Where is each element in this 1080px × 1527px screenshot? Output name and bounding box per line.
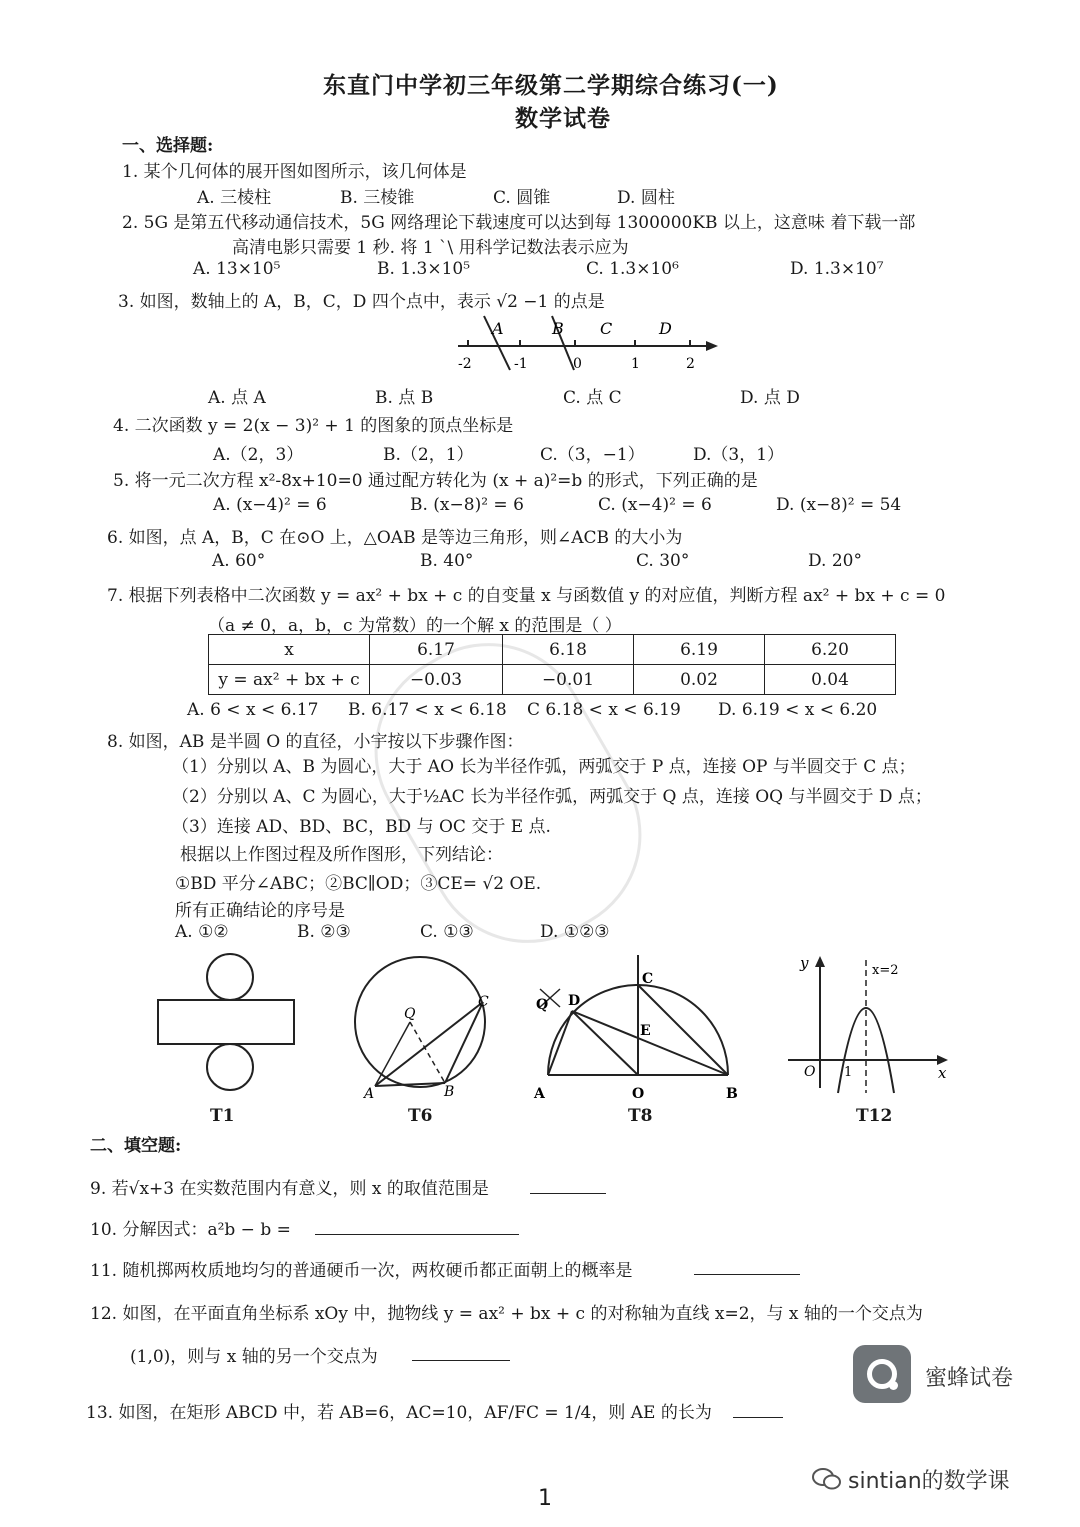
- q3-option-a: A. 点 A: [208, 388, 266, 408]
- t6-label-c: C: [478, 994, 489, 1010]
- page-number: 1: [538, 1486, 552, 1511]
- q7-value-table: [208, 634, 896, 695]
- q11-answer-blank: [694, 1274, 800, 1275]
- table-cell: 6.18: [503, 635, 634, 665]
- table-row: [209, 635, 896, 665]
- t12-label-one: 1: [844, 1065, 853, 1080]
- question-2-line2: 高清电影只需要 1 秒. 将 1 `\ 用科学记数法表示应为: [232, 238, 629, 258]
- table-cell: −0.01: [503, 665, 634, 695]
- axis-point-b: B: [552, 319, 564, 338]
- q7-option-b: B. 6.17 < x < 6.18: [348, 700, 507, 720]
- q8-step-2: （2）分别以 A、C 为圆心，大于½AC 长为半径作弧，两弧交于 Q 点，连接 OQ 与半圆交于 D 点；: [172, 787, 932, 807]
- q8-prompt: 所有正确结论的序号是: [175, 901, 345, 921]
- table-cell: 6.17: [370, 635, 503, 665]
- page-subtitle: 数学试卷: [515, 105, 611, 132]
- axis-tick-1: 1: [631, 356, 640, 372]
- question-8: 8. 如图，AB 是半圆 O 的直径，小宇按以下步骤作图：: [107, 732, 524, 752]
- q8-conclusions: ①BD 平分∠ABC；②BC∥OD；③CE= √2 OE.: [175, 874, 542, 894]
- t12-label-origin: O: [804, 1064, 816, 1080]
- table-cell: 6.20: [765, 635, 896, 665]
- q8-option-c: C. ①③: [420, 922, 474, 942]
- t6-label-a: A: [364, 1086, 375, 1100]
- footer-account-name: sintian的数学课: [848, 1469, 1010, 1494]
- table-cell: 0.04: [765, 665, 896, 695]
- t8-label-e: E: [640, 1023, 651, 1039]
- figure-caption-t12: T12: [856, 1106, 893, 1126]
- question-4: 4. 二次函数 y = 2(x − 3)² + 1 的图象的顶点坐标是: [113, 416, 514, 436]
- figure-t1-net: [150, 950, 300, 1100]
- q12-answer-blank: [412, 1360, 510, 1361]
- q9-answer-blank: [530, 1193, 606, 1194]
- t8-label-a: A: [534, 1086, 545, 1102]
- q5-option-a: A. (x−4)² = 6: [213, 495, 327, 515]
- question-12: 12. 如图，在平面直角坐标系 xOy 中，抛物线 y = ax² + bx + c 的对称轴为直线 x=2，与 x 轴的一个交点为: [90, 1304, 923, 1324]
- t12-label-y: y: [800, 954, 809, 972]
- q8-conclusion-intro: 根据以上作图过程及所作图形，下列结论：: [180, 845, 503, 865]
- q7-option-d: D. 6.19 < x < 6.20: [718, 700, 878, 720]
- q4-option-a: A.（2，3）: [213, 445, 304, 465]
- q7-option-c: C 6.18 < x < 6.19: [527, 700, 681, 720]
- wechat-icon: [812, 1466, 842, 1492]
- q7-option-a: A. 6 < x < 6.17: [187, 700, 319, 720]
- axis-tick-0: 0: [573, 356, 582, 372]
- table-cell: 0.02: [634, 665, 765, 695]
- q2-option-a: A. 13×10⁵: [193, 259, 281, 279]
- question-6: 6. 如图，点 A，B，C 在⊙O 上，△OAB 是等边三角形，则∠ACB 的大小为: [107, 528, 683, 548]
- q3-option-d: D. 点 D: [740, 388, 800, 408]
- figure-caption-t6: T6: [408, 1106, 433, 1126]
- q1-option-a: A. 三棱柱: [197, 188, 272, 208]
- q1-option-d: D. 圆柱: [617, 188, 675, 208]
- q13-answer-blank: [733, 1417, 783, 1418]
- figure-t8-semicircle: [530, 945, 750, 1105]
- q8-option-a: A. ①②: [175, 922, 229, 942]
- question-11: 11. 随机掷两枚质地均匀的普通硬币一次，两枚硬币都正面朝上的概率是: [90, 1261, 633, 1281]
- question-10: 10. 分解因式：a²b − b =: [90, 1220, 291, 1240]
- figure-t6-circle: [340, 950, 510, 1100]
- question-3: 3. 如图，数轴上的 A，B，C，D 四个点中，表示 √2 −1 的点是: [118, 292, 605, 312]
- q8-step-1: （1）分别以 A、B 为圆心，大于 AO 长为半径作弧，两弧交于 P 点，连接 OP 与半圆交于 C 点；: [172, 757, 916, 777]
- question-2: 2. 5G 是第五代移动通信技术，5G 网络理论下载速度可以达到每 1300000KB 以上，这意味 着下载一部: [122, 213, 916, 233]
- q6-option-b: B. 40°: [420, 551, 474, 571]
- section-title-choice: 一、选择题:: [122, 136, 214, 156]
- table-cell: −0.03: [370, 665, 503, 695]
- q6-option-a: A. 60°: [212, 551, 266, 571]
- q2-option-c: C. 1.3×10⁶: [586, 259, 679, 279]
- axis-tick-neg2: -2: [458, 356, 472, 372]
- q6-option-c: C. 30°: [636, 551, 690, 571]
- axis-tick-2: 2: [686, 356, 695, 372]
- table-cell: y = ax² + bx + c: [209, 665, 370, 695]
- q5-option-b: B. (x−8)² = 6: [410, 495, 524, 515]
- figure-caption-t1: T1: [210, 1106, 235, 1126]
- question-12-line2: (1,0)，则与 x 轴的另一个交点为: [130, 1347, 378, 1367]
- q4-option-c: C.（3，−1）: [540, 445, 645, 465]
- t12-label-x: x: [938, 1064, 947, 1082]
- axis-point-a: A: [492, 319, 504, 338]
- axis-tick-neg1: -1: [514, 356, 528, 372]
- q4-option-d: D.（3，1）: [693, 445, 785, 465]
- t8-label-c: C: [642, 971, 654, 987]
- q8-option-b: B. ②③: [297, 922, 351, 942]
- table-cell: x: [209, 635, 370, 665]
- q2-option-b: B. 1.3×10⁵: [377, 259, 471, 279]
- q8-step-3: （3）连接 AD、BD、BC，BD 与 OC 交于 E 点.: [172, 817, 551, 837]
- q3-option-b: B. 点 B: [375, 388, 434, 408]
- page-title: 东直门中学初三年级第二学期综合练习(一): [323, 72, 779, 99]
- q4-option-b: B.（2，1）: [383, 445, 474, 465]
- q8-option-d: D. ①②③: [540, 922, 610, 942]
- q1-option-c: C. 圆锥: [493, 188, 551, 208]
- brand-watermark-text: 蜜蜂试卷: [925, 1366, 1014, 1391]
- t8-label-o: O: [632, 1086, 645, 1102]
- t12-label-axis: x=2: [872, 963, 899, 978]
- q5-option-d: D. (x−8)² = 54: [776, 495, 902, 515]
- t6-label-o: Q: [404, 1006, 416, 1022]
- t8-label-d: D: [568, 993, 581, 1009]
- brand-logo-icon: [853, 1345, 911, 1403]
- question-5: 5. 将一元二次方程 x²-8x+10=0 通过配方转化为 (x + a)²=b 的形式，下列正确的是: [113, 471, 758, 491]
- t8-label-q: Q: [536, 997, 549, 1013]
- q1-option-b: B. 三棱锥: [340, 188, 415, 208]
- q5-option-c: C. (x−4)² = 6: [598, 495, 712, 515]
- question-7-line2: （a ≠ 0，a，b，c 为常数）的一个解 x 的范围是（ ）: [208, 616, 622, 636]
- axis-point-c: C: [600, 319, 613, 338]
- question-9: 9. 若√x+3 在实数范围内有意义，则 x 的取值范围是: [90, 1179, 489, 1199]
- question-7: 7. 根据下列表格中二次函数 y = ax² + bx + c 的自变量 x 与函数值 y 的对应值，判断方程 ax² + bx + c = 0: [107, 586, 946, 606]
- t6-label-b: B: [444, 1084, 455, 1100]
- q6-option-d: D. 20°: [808, 551, 862, 571]
- figure-caption-t8: T8: [628, 1106, 653, 1126]
- question-1: 1. 某个几何体的展开图如图所示，该几何体是: [122, 162, 467, 182]
- q2-option-d: D. 1.3×10⁷: [790, 259, 884, 279]
- q10-answer-blank: [315, 1234, 519, 1235]
- q3-option-c: C. 点 C: [563, 388, 622, 408]
- table-cell: 6.19: [634, 635, 765, 665]
- t8-label-b: B: [726, 1086, 738, 1102]
- number-line-figure: [440, 312, 730, 374]
- table-row: [209, 665, 896, 695]
- figure-t12-parabola: [780, 948, 960, 1098]
- section-title-fill: 二、填空题:: [90, 1136, 182, 1156]
- axis-point-d: D: [659, 319, 672, 338]
- question-13: 13. 如图，在矩形 ABCD 中，若 AB=6，AC=10，AF/FC = 1/4，则 AE 的长为: [86, 1403, 712, 1423]
